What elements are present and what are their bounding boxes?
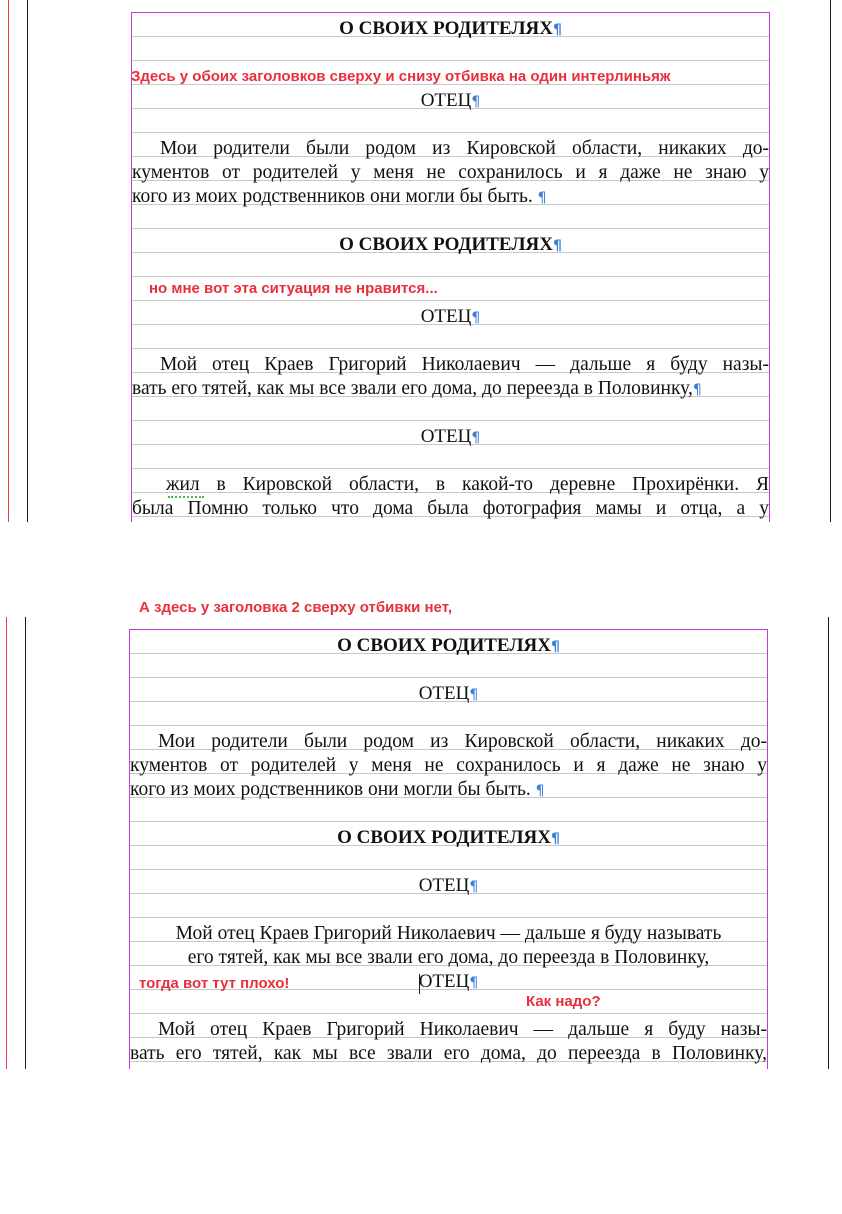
annotation-note: тогда вот тут плохо! [139,975,290,992]
paragraph-line-last[interactable] [130,778,767,802]
baseline-grid-line [132,276,769,277]
pilcrow-mark: ¶ [552,22,562,38]
subheading-father[interactable] [132,425,769,449]
subheading-text: ОТЕЦ [418,971,470,992]
paragraph-text: вать его тятей, как мы все звали его дома, до переезда в Половинку, [132,378,693,399]
subheading-father[interactable] [130,874,767,898]
baseline-grid-line [132,468,769,469]
baseline-grid-line [132,420,769,421]
heading-text: О СВОИХ РОДИТЕЛЯХ [337,827,551,848]
subheading-father[interactable] [130,682,767,706]
heading-about-parents[interactable] [132,17,769,41]
heading-text: О СВОИХ РОДИТЕЛЯХ [337,635,551,656]
page-edge-left [27,0,28,522]
pilcrow-mark: ¶ [692,382,702,398]
baseline-grid-line [130,677,767,678]
paragraph-line[interactable]: вать его тятей, как мы все звали его дома, до переезда в Половинку, [130,1043,767,1064]
paragraph-text: кого из моих родственников они могли бы быть. [132,186,533,207]
bleed-guide-left [8,0,9,522]
baseline-grid-line [132,60,769,61]
pilcrow-mark: ¶ [535,783,545,799]
baseline-grid-line [132,132,769,133]
pilcrow-mark: ¶ [469,879,479,895]
bleed-guide-left [6,617,7,1069]
heading-about-parents[interactable] [130,826,767,850]
pilcrow-mark: ¶ [550,831,560,847]
layout-page-bottom [0,617,842,1069]
paragraph-line[interactable]: Мои родители были родом из Кировской области, никаких до- [158,731,767,752]
subheading-father[interactable] [132,305,769,329]
text-frame[interactable] [129,629,768,1069]
subheading-text: ОТЕЦ [420,306,472,327]
annotation-note: но мне вот эта ситуация не нравится... [149,280,438,297]
paragraph-line[interactable]: кументов от родителей у меня не сохранилось и я даже не знаю у [132,162,769,183]
baseline-grid-line [130,725,767,726]
layout-page-top [0,0,842,522]
subheading-text: ОТЕЦ [418,683,470,704]
subheading-text: ОТЕЦ [418,875,470,896]
page-edge-right [830,0,831,522]
baseline-grid-line [130,821,767,822]
paragraph-line[interactable]: Мой отец Краев Григорий Николаевич — дальше я буду назы- [158,1019,767,1040]
paragraph-line[interactable]: была Помню только что дома была фотография мамы и отца, а у [132,498,769,519]
heading-text: О СВОИХ РОДИТЕЛЯХ [339,18,553,39]
paragraph-line[interactable]: жил в Кировской области, в какой-то деревне Прохирёнки. Я [166,474,769,495]
page-edge-right [828,617,829,1069]
annotation-note: Здесь у обоих заголовков сверху и снизу отбивка на один интерлиньяж [131,68,671,85]
paragraph-line[interactable]: его тятей, как мы все звали его дома, до переезда в Половинку, [187,947,710,968]
pilcrow-mark: ¶ [469,687,479,703]
text-frame[interactable] [131,12,770,522]
baseline-grid-line [130,869,767,870]
pilcrow-mark: ¶ [471,310,481,326]
pilcrow-mark: ¶ [550,639,560,655]
baseline-grid-line [130,1013,767,1014]
paragraph-line[interactable]: Мои родители были родом из Кировской области, никаких до- [160,138,769,159]
annotation-note: Как надо? [526,993,601,1010]
paragraph-line[interactable]: Мой отец Краев Григорий Николаевич — дальше я буду назы- [160,354,769,375]
pilcrow-mark: ¶ [537,190,547,206]
page-edge-left [25,617,26,1069]
paragraph-line[interactable]: Мой отец Краев Григорий Николаевич — дальше я буду называть [175,923,722,944]
annotation-note: А здесь у заголовка 2 сверху отбивки нет, [139,599,453,616]
pilcrow-mark: ¶ [469,975,479,991]
baseline-grid-line [132,300,769,301]
baseline-grid-line [130,917,767,918]
pilcrow-mark: ¶ [471,94,481,110]
paragraph-line[interactable]: кументов от родителей у меня не сохранилось и я даже не знаю у [130,755,767,776]
subheading-text: ОТЕЦ [420,90,472,111]
subheading-father[interactable] [132,89,769,113]
paragraph-line-last[interactable] [132,185,769,209]
baseline-grid-line [132,348,769,349]
pilcrow-mark: ¶ [552,238,562,254]
heading-about-parents[interactable] [132,233,769,257]
subheading-text: ОТЕЦ [420,426,472,447]
baseline-grid-line [132,228,769,229]
paragraph-text: кого из моих родственников они могли бы быть. [130,779,531,800]
heading-text: О СВОИХ РОДИТЕЛЯХ [339,234,553,255]
heading-about-parents[interactable] [130,634,767,658]
paragraph-line-last[interactable] [132,377,782,401]
pilcrow-mark: ¶ [471,430,481,446]
